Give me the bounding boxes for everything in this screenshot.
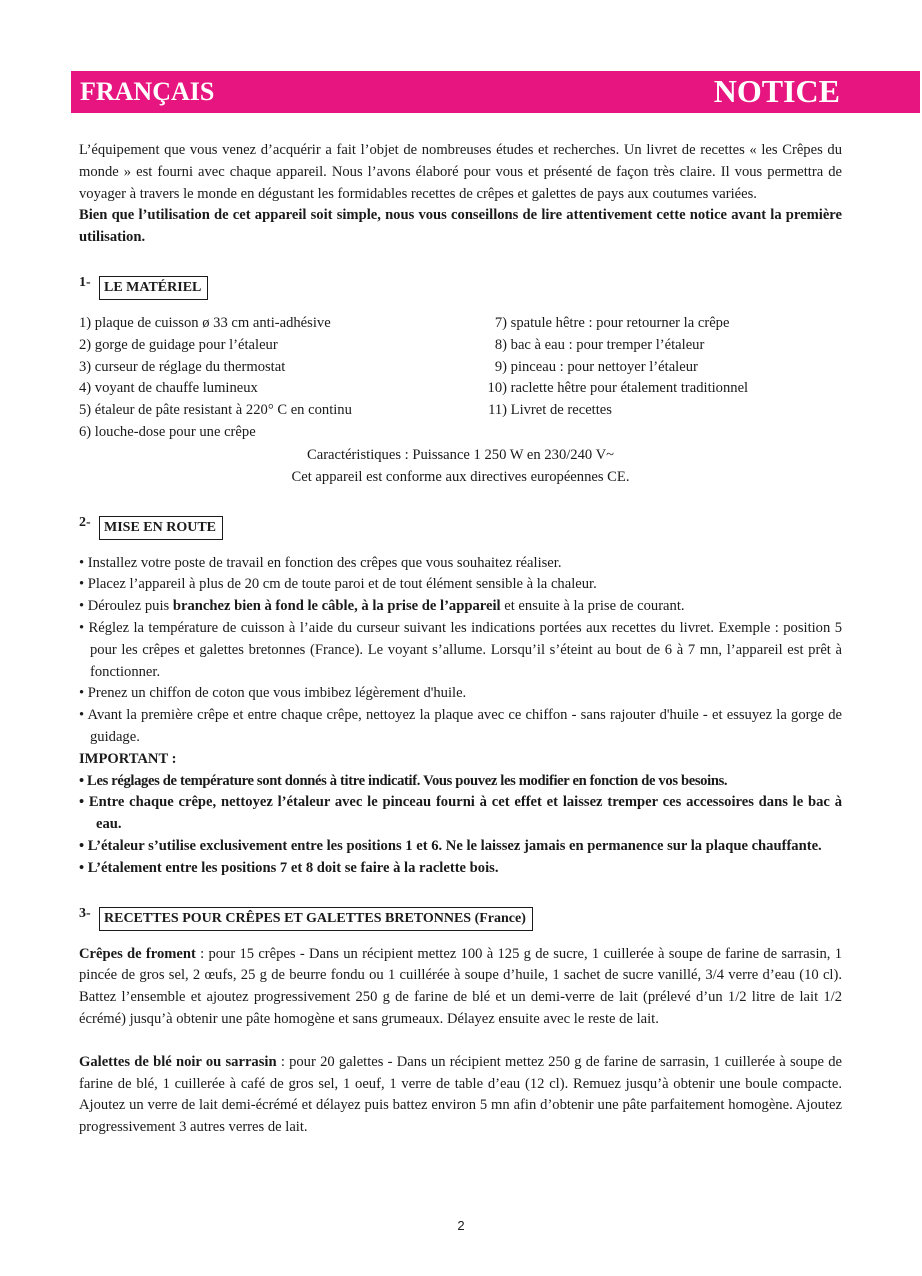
list-item: 4) voyant de chauffe lumineux (79, 380, 258, 397)
important-bullet: • L’étalement entre les positions 7 et 8 doit se faire à la raclette bois. (79, 859, 499, 876)
page-number: 2 (457, 1218, 465, 1233)
materials-left-column (79, 313, 352, 444)
list-item: 6) louche-dose pour une crêpe (79, 423, 256, 440)
list-item-number: 9) (494, 358, 507, 375)
list-item-text: spatule hêtre : pour retourner la crêpe (510, 314, 730, 331)
instruction-bullet: • Placez l’appareil à plus de 20 cm de toute paroi et de tout élément sensible à la chaleur. (79, 576, 597, 593)
section-3-title: RECETTES POUR CRÊPES ET GALETTES BRETONNES (France) (99, 907, 533, 931)
list-item: 2) gorge de guidage pour l’étaleur (79, 336, 278, 353)
recipe-crepes-froment (79, 944, 842, 1031)
list-item: 1) plaque de cuisson ø 33 cm anti-adhésive (79, 314, 331, 331)
important-title: IMPORTANT : (79, 750, 177, 767)
intro-warning: Bien que l’utilisation de cet appareil soit simple, nous vous conseillons de lire attentivement cette notice avant la première utilisation. (79, 207, 842, 246)
bullet-text: et ensuite à la prise de courant. (500, 598, 685, 615)
document-body (79, 140, 842, 1139)
list-item-text: Livret de recettes (510, 402, 612, 419)
list-item: 5) étaleur de pâte resistant à 220° C en continu (79, 402, 352, 419)
intro-paragraph: L’équipement que vous venez d’acquérir a fait l’objet de nombreuses études et recherches. Un livret de recettes « les Crêpes du monde » est fourni avec chaque appareil. Nous l’avons élaboré pour vous et présenté de façon très claire. Il vous permettra de voyager à travers le monde en dégustant les formidables recettes de crêpes et galettes de pays aux coutumes variées. (79, 142, 842, 202)
recipe-text: : pour 15 crêpes - Dans un récipient mettez 100 à 125 g de sucre, 1 cuillerée à soupe de farine de sarrasin, 1 pincée de gros sel, 2 œufs, 25 g de beurre fondu ou 1 cuillérée à soupe d’huile, 1 sachet de sucre vanillé, 3/4 verre d’eau (10 cl). Battez l’ensemble et ajoutez progressivement 250 g de farine de blé et un demi-verre de lait (prélevé d’un 1/2 litre de lait 1/2 écrémé) jusqu’à obtenir une pâte homogène et sans grumeaux. Délayez ensuite avec le reste de lait. (79, 945, 843, 1027)
instruction-bullet: • Réglez la température de cuisson à l’aide du curseur suivant les indications portées aux recettes du livret. Exemple : position 5 pour les crêpes et galettes bretonnes (France). Le voyant s’allume. Lorsqu’il s’éteint au bout de 6 à 7 mn, l’appareil est prêt à fonctionner. (79, 619, 842, 680)
list-item-text: raclette hêtre pour étalement traditionnel (510, 380, 749, 397)
bullet-text: • Déroulez puis (79, 598, 173, 615)
materials-list (79, 313, 842, 445)
bullet-bold-text: branchez bien à fond le câble, à la prise de l’appareil (172, 598, 501, 615)
instruction-bullet: • Avant la première crêpe et entre chaque crêpe, nettoyez la plaque avec ce chiffon - sans rajouter d'huile - et essuyez la gorge de guidage. (79, 707, 842, 745)
language-title: FRANÇAIS (80, 77, 215, 106)
section-1-title: LE MATÉRIEL (99, 276, 208, 300)
header-band (71, 71, 920, 113)
list-item-text: pinceau : pour nettoyer l’étaleur (510, 358, 698, 375)
conformity-statement: Cet appareil est conforme aux directives européennes CE. (291, 468, 630, 485)
list-item-number: 11) (488, 402, 507, 419)
instruction-bullet (79, 596, 842, 618)
section-1-number: 1- (79, 274, 91, 290)
recipe-title: Crêpes de froment (79, 945, 196, 962)
section-3-heading (79, 903, 842, 931)
list-item-number: 8) (494, 336, 507, 353)
section-2-title: MISE EN ROUTE (99, 516, 223, 540)
section-3-number: 3- (79, 905, 91, 921)
list-item-number: 7) (494, 314, 507, 331)
section-2-heading (79, 512, 842, 540)
specifications: Caractéristiques : Puissance 1 250 W en 230/240 V~ (306, 446, 615, 463)
section-1-heading (79, 272, 842, 300)
list-item-text: bac à eau : pour tremper l’étaleur (510, 336, 705, 353)
instruction-bullet: • Installez votre poste de travail en fonction des crêpes que vous souhaitez réaliser. (79, 554, 562, 571)
recipe-title: Galettes de blé noir ou sarrasin (79, 1053, 277, 1070)
section-2-number: 2- (79, 514, 91, 530)
recipe-galettes-sarrasin (79, 1052, 842, 1139)
important-bullet: • Entre chaque crêpe, nettoyez l’étaleur avec le pinceau fourni à cet effet et laissez tremper ces accessoires dans le bac à eau. (79, 794, 842, 833)
list-item-number: 10) (487, 380, 507, 397)
important-bullet: • L’étaleur s’utilise exclusivement entre les positions 1 et 6. Ne le laissez jamais en permanence sur la plaque chauffante. (79, 837, 822, 854)
important-bullet: • Les réglages de température sont donnés à titre indicatif. Vous pouvez les modifier en fonction de vos besoins. (79, 772, 728, 789)
recipe-text: : pour 20 galettes - Dans un récipient mettez 250 g de farine de sarrasin, 1 cuillerée à soupe de farine de blé, 1 cuillerée à café de gros sel, 1 oeuf, 1 verre de table d’eau (12 cl). Remuez jusqu’à obtenir une boule compacte. Ajoutez un verre de lait demi-écrémé et délayez puis battez environ 5 mn afin d’obtenir une pâte parfaitement homogène. Ajoutez progressivement 3 autres verres de lait. (79, 1053, 843, 1136)
instruction-bullet: • Prenez un chiffon de coton que vous imbibez légèrement d'huile. (79, 685, 467, 702)
notice-title: NOTICE (713, 73, 840, 109)
list-item: 3) curseur de réglage du thermostat (79, 358, 286, 375)
